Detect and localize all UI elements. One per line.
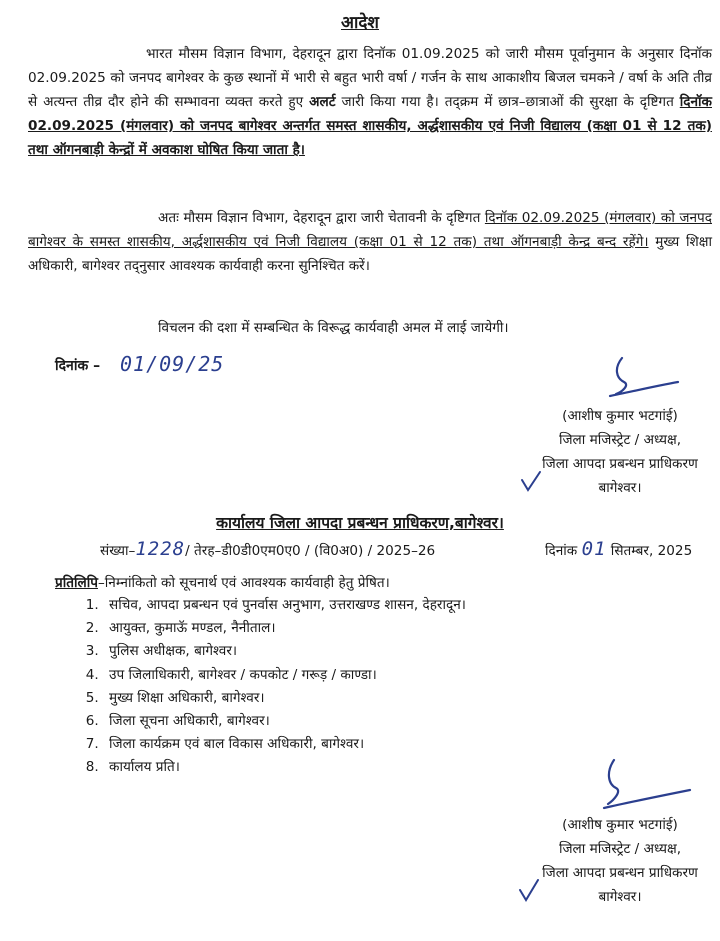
list-item: 4. उप जिलाधिकारी, बागेश्वर / कपकोट / गरूड़ / काण्डा। [103,664,466,687]
office-heading: कार्यालय जिला आपदा प्रबन्धन प्राधिकरण,बागेश्वर। [216,514,504,532]
signatory-name: (आशीष कुमार भटगांई) [562,408,678,424]
reference-suffix: / तेरह–डी0डी0एम0ए0 / (वि0अ0) / 2025–26 [185,543,436,559]
issue-date-label: दिनांक [545,543,578,559]
para1-alert: अलर्ट [309,94,336,110]
para2-text-1: अतः मौसम विज्ञान विभाग, देहरादून द्वारा जारी चेतावनी के दृष्टिगत [158,210,485,226]
signatory-designation: जिला मजिस्ट्रेट / अध्यक्ष, [558,432,682,448]
issue-date-day: 01 [581,538,607,560]
date-label: दिनांक – [55,358,101,374]
para1-text-2: जारी किया गया है। तद्‌क्रम में छात्र–छात्राओं की सुरक्षा के दृष्टिगत [335,94,680,110]
signatory-place: बागेश्वर। [598,480,642,496]
para2-closure-notice: दिनॉक 02.09.2025 (मंगलवार) को जनपद बागेश्वर के समस्त शासकीय, अर्द्धशासकीय एवं निजी विद्यालय (कक्षा 01 से 12 तक) तथा ऑगनबाड़ी केन्द्र बन्द रहेंगे। [28,210,712,250]
list-item: 2. आयुक्त, कुमाऊॅ मण्डल, नैनीताल। [103,617,466,640]
handwritten-date: 01/09/25 [120,352,225,376]
signature-2-image [590,756,700,818]
list-item: 8. कार्यालय प्रति। [103,756,466,779]
document-title: आदेश [341,13,379,33]
signatory-block-1 [520,404,720,500]
list-item: 7. जिला कार्यक्रम एवं बाल विकास अधिकारी, बागेश्वर। [103,733,466,756]
signatory-name: (आशीष कुमार भटगांई) [562,817,678,833]
signatory-place: बागेश्वर। [598,889,642,905]
list-item: 3. पुलिस अधीक्षक, बागेश्वर। [103,640,466,663]
para1-text-1: भारत मौसम विज्ञान विभाग, देहरादून द्वारा दिनॉक 01.09.2025 को जारी मौसम पूर्वानुमान के अनुसार दिनॉक 02.09.2025 को जनपद बागेश्वर के कुछ स्थानों में भारी से बहुत भारी वर्षा / गर्जन के साथ आकाशीय बिजल चमकने / वर्षा के अति तीव्र से अत्यन्त तीव्र दौर होने की सम्भावना व्यक्त करते हुए [28,46,712,110]
tick-mark-icon [516,878,542,904]
order-paragraph-3: विचलन की दशा में सम्बन्धित के विरूद्ध कार्यवाही अमल में लाई जायेगी। [158,320,509,336]
para1-holiday-declaration: दिनॉक 02.09.2025 (मंगलवार) को जनपद बागेश्वर अन्तर्गत समस्त शासकीय, अर्द्धशासकीय एवं निजी विद्यालय (कक्षा 01 से 12 तक) तथा ऑगनबाड़ी केन्द्रों में अवकाश घोषित किया जाता है। [28,94,712,158]
issue-date-line [545,538,692,560]
signatory-authority: जिला आपदा प्रबन्धन प्राधिकरण [542,865,698,881]
order-paragraph-2 [28,206,712,278]
signatory-designation: जिला मजिस्ट्रेट / अध्यक्ष, [558,841,682,857]
signatory-authority: जिला आपदा प्रबन्धन प्राधिकरण [542,456,698,472]
reference-prefix: संख्या– [100,543,136,559]
para2-text-2: मुख्य शिक्षा अधिकारी, बागेश्वर तद्नुसार आवश्यक कार्यवाही करना सुनिश्चित करें। [28,234,713,274]
list-item: 5. मुख्य शिक्षा अधिकारी, बागेश्वर। [103,687,466,710]
signatory-block-2 [520,813,720,909]
copy-to-label: प्रतिलिपि [55,575,98,591]
copy-to-heading [55,572,390,591]
reference-number: 1228 [135,538,186,560]
list-item: 6. जिला सूचना अधिकारी, बागेश्वर। [103,710,466,733]
signature-1-image [600,352,690,408]
issue-date-month-year: सितम्बर, 2025 [610,543,693,559]
order-paragraph-1 [28,42,712,162]
reference-number-line [100,538,435,560]
tick-mark-icon [518,470,544,494]
list-item: 1. सचिव, आपदा प्रबन्धन एवं पुनर्वास अनुभाग, उत्तराखण्ड शासन, देहरादून। [103,594,466,617]
copy-to-text: –निम्नांकितो को सूचनार्थ एवं आवश्यक कार्यवाही हेतु प्रेषित। [97,575,390,591]
copy-recipients-list [55,594,466,780]
